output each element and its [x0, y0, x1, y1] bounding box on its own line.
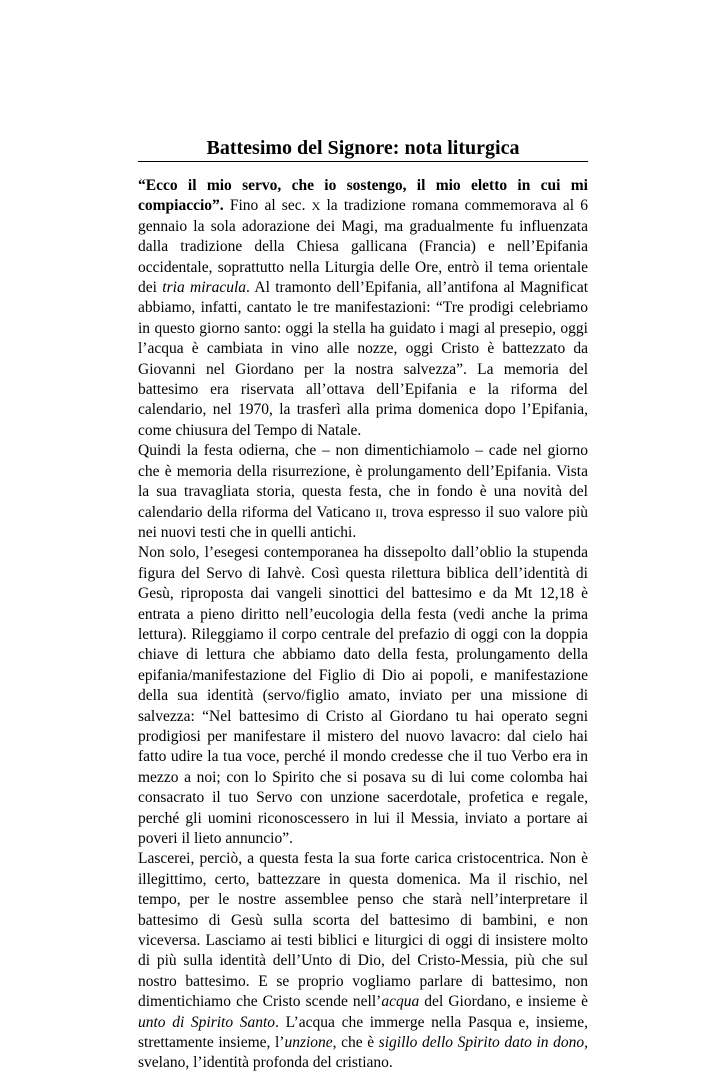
paragraph-4	[138, 849, 588, 1073]
council-roman-numeral: II	[375, 505, 384, 520]
unto-term: unto di Spirito Santo	[138, 1013, 276, 1031]
paragraph-4-text-c: . L’acqua che immerge nella Pasqua e, insieme, strettamente insieme, l’	[138, 1013, 588, 1052]
paragraph-4-text-e: svelano, l’identità profonda del cristiano.	[138, 1054, 393, 1072]
paragraph-2-text-a: Quindi la festa odierna, che – non dimentichiamolo – cade nel giorno che è memoria della risurrezione, è prolungamento dell’Epifania. Vista la sua travagliata storia, questa festa, che in fondo è una novità del calendario della riforma del Vaticano	[138, 442, 588, 521]
century-roman-numeral: X	[311, 199, 321, 214]
paragraph-4-text-b: del Giordano, e insieme è	[419, 993, 588, 1011]
page-title: Battesimo del Signore: nota liturgica	[206, 137, 520, 159]
unzione-term: unzione,	[284, 1034, 337, 1052]
sigillo-term: sigillo dello Spirito dato in dono,	[378, 1034, 588, 1052]
document-body	[138, 176, 588, 1074]
title-divider	[138, 161, 588, 162]
tria-miracula-term: tria miracula	[162, 279, 247, 297]
acqua-term: acqua	[381, 993, 420, 1011]
paragraph-2-text-b: , trova espresso il suo valore più nei nuovi testi che in quelli antichi.	[138, 503, 588, 541]
paragraph-4-text-a: Lascerei, perciò, a questa festa la sua forte carica cristocentrica. Non è illegittimo, certo, battezzare in questa domenica. Ma il rischio, nel tempo, per le nostre assemblee penso che starà nell’interpretare il battesimo di Gesù sulla scorta del battesimo di bambini, e non viceversa. Lasciamo ai testi biblici e liturgici di oggi di insistere molto di più sulla identità dell’Unto di Dio, del Cristo-Messia, più che sul nostro battesimo. E se proprio vogliamo parlare di battesimo, non dimentichiamo che Cristo scende nell’	[138, 850, 588, 1011]
opening-quote: “Ecco il mio servo, che io sostengo, il mio eletto in cui mi compiaccio”.	[138, 177, 588, 215]
paragraph-1-text-a: Fino al sec.	[223, 197, 312, 215]
paragraph-2	[138, 441, 588, 543]
paragraph-4-text-d: che è	[336, 1034, 379, 1052]
paragraph-1-text-b: la tradizione romana commemorava al 6 gennaio la sola adorazione dei Magi, ma gradualmente fu influenzata dalla tradizione della Chiesa gallicana (Francia) e nell’Epifania occidentale, soprattutto nella Liturgia delle Ore, entrò il tema orientale dei	[138, 197, 589, 297]
paragraph-3: Non solo, l’esegesi contemporanea ha dissepolto dall’oblio la stupenda figura del Servo di Iahvè. Così questa rilettura biblica dell’identità di Gesù, riproposta dai vangeli sinottici del battesimo e da Mt 12,18 è entrata a pieno diritto nell’eucologia della festa (vedi anche la prima lettura). Rileggiamo il corpo centrale del prefazio di oggi con la doppia chiave di lettura che abbiamo dato della festa, prolungamento della epifania/manifestazione del Figlio di Dio ai popoli, e manifestazione della sua identità (servo/figlio amato, inviato per una missione di salvezza: “Nel battesimo di Cristo al Giordano tu hai operato segni prodigiosi per manifestare il mistero del nuovo lavacro: dal cielo hai fatto udire la tua voce, perché il mondo credesse che il tuo Verbo era in mezzo a noi; con lo Spirito che si posava su di lui come colomba hai consacrato il tuo Servo con unzione sacerdotale, profetica e regale, perché gli uomini riconoscessero in lui il Messia, inviato a portare ai poveri il lieto annuncio”.	[138, 544, 588, 847]
paragraph-1	[138, 176, 588, 441]
paragraph-1-text-c: . Al tramonto dell’Epifania, all’antifona al Magnificat abbiamo, infatti, cantato le tre manifestazioni: “Tre prodigi celebriamo in questo giorno santo: oggi la stella ha guidato i magi al presepio, oggi l’acqua è cambiata in vino alle nozze, oggi Cristo è battezzato da Giovanni nel Giordano per la nostra salvezza”. La memoria del battesimo era riservata all’ottava dell’Epifania e la riforma del calendario, nel 1970, la trasferì alla prima domenica dopo l’Epifania, come chiusura del Tempo di Natale.	[138, 279, 588, 439]
